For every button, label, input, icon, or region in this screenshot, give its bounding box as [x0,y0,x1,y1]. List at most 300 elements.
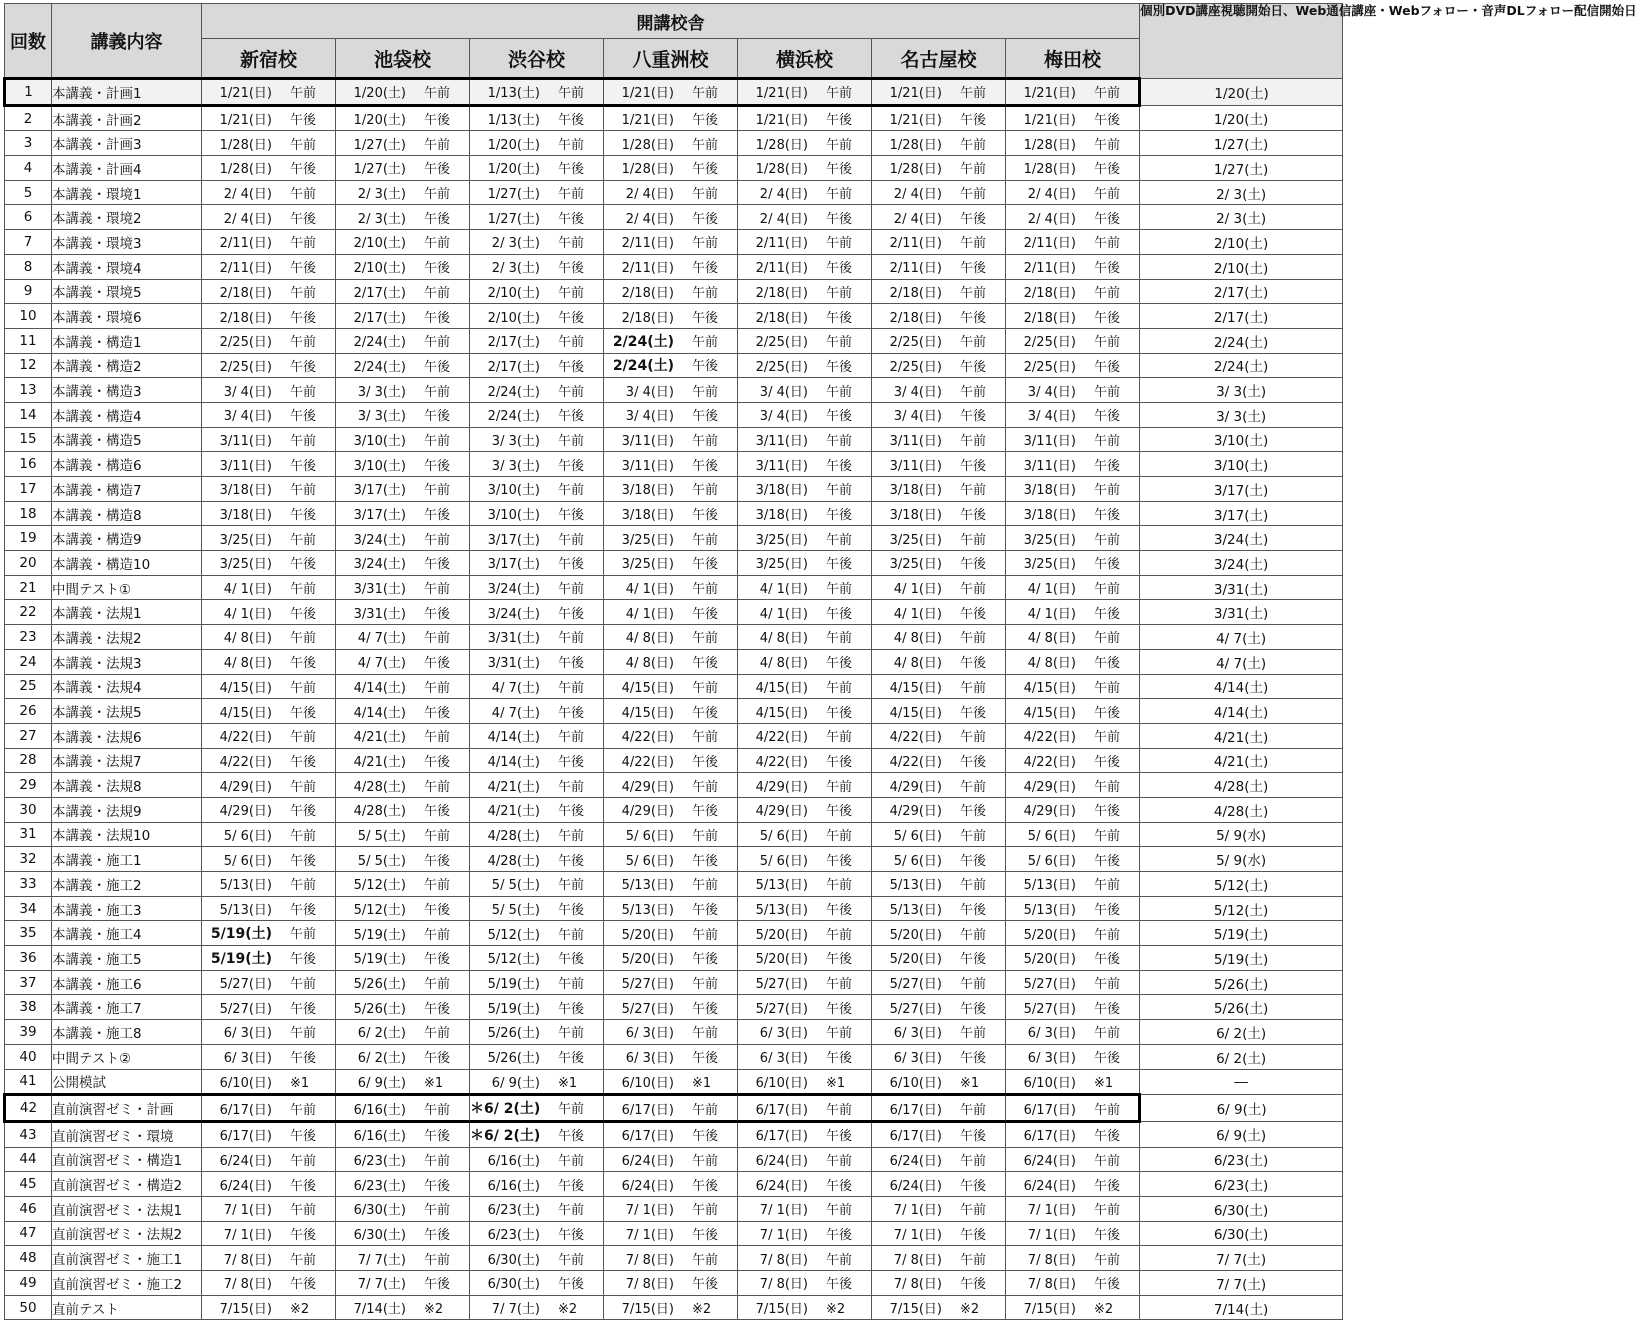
campus-date-cell [872,847,1006,872]
session-date: 3/ 4(日) [1027,409,1076,425]
campus-date-cell [202,131,336,156]
campus-date-cell [1006,526,1140,551]
campus-date-cell [202,79,336,106]
session-date: 7/ 8(日) [223,1252,272,1268]
session-date: 3/11(日) [621,433,674,449]
campus-date-cell [738,970,872,995]
session-date: 4/22(日) [219,754,272,770]
table-row [5,723,1343,748]
session-date: 6/17(日) [219,1129,272,1145]
session-date: 3/25(日) [621,532,674,548]
session-date: 5/19(土) [210,950,272,967]
lecture-content: 本講義・法規5 [52,699,202,724]
table-row [5,1121,1343,1147]
session-date: 7/15(日) [755,1302,808,1318]
campus-date-cell [872,254,1006,279]
session-date: 5/19(土) [210,926,272,943]
session-date: 2/25(日) [219,335,272,351]
session-date: 6/ 3(日) [893,1051,942,1067]
session-period: 午後 [960,952,987,968]
session-period: 午後 [692,853,719,869]
session-period: 午前 [692,878,719,894]
campus-date-cell [604,279,738,304]
session-date: 7/ 8(日) [893,1252,942,1268]
campus-date-cell [336,674,470,699]
campus-date-cell [738,131,872,156]
session-period: ※1 [558,1075,578,1091]
delivery-start-date: 7/ 7(土) [1140,1271,1343,1296]
session-period: 午前 [424,1203,451,1219]
row-number: 19 [5,526,52,551]
campus-date-cell [738,254,872,279]
session-period: 午後 [558,952,585,968]
session-date: 5/20(日) [889,952,942,968]
campus-date-cell [738,822,872,847]
campus-date-cell [872,353,1006,378]
session-date: 2/18(日) [621,285,674,301]
campus-date-cell [470,105,604,131]
campus-date-cell [202,501,336,526]
session-date: 2/24(土) [487,384,540,400]
table-row [5,1147,1343,1172]
session-period: 午後 [692,903,719,919]
session-period: 午前 [290,977,317,993]
session-date: 1/28(日) [889,162,942,178]
session-period: 午後 [290,261,317,277]
campus-date-cell [872,822,1006,847]
campus-date-cell [336,180,470,205]
campus-date-cell [872,625,1006,650]
session-period: 午前 [960,433,987,449]
campus-date-cell [202,304,336,329]
session-date: 4/14(土) [353,705,406,721]
session-date: 6/17(日) [1023,1129,1076,1145]
session-period: 午後 [826,952,853,968]
campus-date-cell [336,1147,470,1172]
campus-date-cell [872,1020,1006,1045]
header-campus-nagoya: 名古屋校 [872,39,1006,79]
session-date: 3/11(日) [621,458,674,474]
table-row [5,427,1343,452]
session-date: 4/21(土) [353,754,406,770]
session-period: 午前 [1094,483,1121,499]
session-date: 7/ 1(日) [223,1203,272,1219]
row-number: 33 [5,872,52,897]
session-date: 5/26(土) [353,977,406,993]
row-number: 29 [5,773,52,798]
campus-date-cell [604,1295,738,1320]
campus-date-cell [1006,304,1140,329]
campus-date-cell [604,105,738,131]
session-date: 7/ 8(日) [759,1277,808,1293]
campus-date-cell [604,946,738,971]
header-campus-group: 開講校舎 [202,4,1140,39]
campus-date-cell [1006,649,1140,674]
session-date: 3/18(日) [889,508,942,524]
campus-date-cell [202,847,336,872]
campus-date-cell [470,575,604,600]
session-date: 6/17(日) [755,1129,808,1145]
session-date: 6/24(日) [621,1153,674,1169]
session-date: 6/10(日) [1023,1075,1076,1091]
session-date: 4/29(日) [621,804,674,820]
campus-date-cell [604,921,738,946]
delivery-start-date: 6/30(土) [1140,1196,1343,1221]
session-period: 午後 [424,606,451,622]
campus-date-cell [470,1271,604,1296]
campus-date-cell [1006,773,1140,798]
session-date: 7/ 8(日) [625,1277,674,1293]
session-period: 午後 [424,853,451,869]
session-period: 午前 [1094,730,1121,746]
campus-date-cell [738,105,872,131]
session-date: 7/ 8(日) [1027,1277,1076,1293]
session-date: 5/ 6(日) [223,828,272,844]
session-period: 午後 [960,113,987,129]
session-date: 6/16(土) [353,1102,406,1118]
session-date: 2/10(土) [353,236,406,252]
lecture-content: 本講義・法規3 [52,649,202,674]
session-date: 5/13(日) [755,903,808,919]
campus-date-cell [470,872,604,897]
campus-date-cell [872,1221,1006,1246]
session-date: 4/15(日) [889,705,942,721]
session-period: 午後 [558,409,585,425]
session-period: 午前 [1094,1102,1121,1118]
session-period: 午前 [1094,384,1121,400]
session-period: 午前 [424,137,451,153]
session-period: 午後 [1094,1178,1121,1194]
session-period: 午後 [290,754,317,770]
delivery-start-date: 6/ 9(土) [1140,1095,1343,1122]
session-date: 4/22(日) [755,730,808,746]
session-period: 午前 [692,779,719,795]
campus-date-cell [872,105,1006,131]
session-period: 午後 [692,211,719,227]
lecture-content: 本講義・計画4 [52,156,202,181]
session-period: 午後 [558,1051,585,1067]
campus-date-cell [202,1095,336,1122]
session-date: 6/24(日) [755,1178,808,1194]
campus-date-cell [470,847,604,872]
campus-date-cell [470,205,604,230]
session-date: 1/27(土) [353,162,406,178]
session-date: 2/ 4(日) [223,211,272,227]
campus-date-cell [738,328,872,353]
session-period: 午後 [960,1178,987,1194]
campus-date-cell [604,649,738,674]
campus-date-cell [872,1295,1006,1320]
row-number: 27 [5,723,52,748]
campus-date-cell [336,353,470,378]
row-number: 8 [5,254,52,279]
session-date: 6/ 3(日) [893,1026,942,1042]
campus-date-cell [872,1246,1006,1271]
session-date: 4/ 1(日) [759,606,808,622]
session-period: 午前 [692,1203,719,1219]
session-period: 午前 [692,1252,719,1268]
session-period: 午前 [290,187,317,203]
session-period: 午後 [960,409,987,425]
row-number: 37 [5,970,52,995]
session-period: 午後 [290,804,317,820]
row-number: 44 [5,1147,52,1172]
session-period: 午前 [692,631,719,647]
table-row [5,748,1343,773]
campus-date-cell [738,279,872,304]
session-date: 6/ 3(日) [223,1051,272,1067]
campus-date-cell [604,156,738,181]
session-date: 5/19(土) [487,1001,540,1017]
campus-date-cell [738,1095,872,1122]
session-period: 午後 [692,606,719,622]
campus-date-cell [336,328,470,353]
session-date: 7/ 1(日) [625,1227,674,1243]
session-date: 7/ 7(土) [357,1252,406,1268]
session-period: 午後 [692,508,719,524]
session-period: 午後 [290,606,317,622]
session-date: 3/25(日) [755,532,808,548]
session-period: 午前 [424,977,451,993]
session-date: 4/ 7(土) [491,680,540,696]
campus-date-cell [738,575,872,600]
campus-date-cell [336,254,470,279]
session-date: 5/13(日) [621,878,674,894]
session-period: 午前 [558,483,585,499]
session-period: 午前 [960,532,987,548]
session-date: 5/12(土) [353,903,406,919]
campus-date-cell [336,1196,470,1221]
campus-date-cell [872,1044,1006,1069]
session-period: 午後 [424,557,451,573]
table-row [5,156,1343,181]
campus-date-cell [470,452,604,477]
campus-date-cell [872,328,1006,353]
campus-date-cell [604,847,738,872]
campus-date-cell [1006,353,1140,378]
delivery-start-date: 2/17(土) [1140,279,1343,304]
session-date: 5/20(日) [755,952,808,968]
delivery-start-date: ― [1140,1069,1343,1095]
campus-date-cell [872,723,1006,748]
delivery-start-date: 4/28(土) [1140,773,1343,798]
session-period: 午前 [692,137,719,153]
session-date: 4/22(日) [621,754,674,770]
session-period: 午後 [692,113,719,129]
session-date: 5/ 6(日) [625,828,674,844]
session-date: 7/ 1(日) [625,1203,674,1219]
campus-date-cell [336,625,470,650]
session-date: 2/11(日) [1023,236,1076,252]
session-date: 2/ 3(土) [357,187,406,203]
session-period: 午前 [960,384,987,400]
session-date: 6/23(土) [353,1153,406,1169]
session-date: 3/24(土) [353,557,406,573]
session-date: 6/ 3(日) [1027,1026,1076,1042]
campus-date-cell [202,378,336,403]
session-period: 午後 [692,705,719,721]
session-period: 午後 [826,557,853,573]
session-date: 6/24(日) [1023,1153,1076,1169]
lecture-content: 本講義・法規8 [52,773,202,798]
session-period: 午後 [558,211,585,227]
campus-date-cell [604,1095,738,1122]
session-period: 午前 [1094,285,1121,301]
campus-date-cell [604,773,738,798]
session-period: 午後 [424,705,451,721]
session-date: 4/15(日) [755,705,808,721]
campus-date-cell [872,921,1006,946]
session-date: 3/ 4(日) [625,409,674,425]
session-period: 午後 [558,1227,585,1243]
session-period: 午後 [558,1001,585,1017]
campus-date-cell [738,797,872,822]
campus-date-cell [1006,1020,1140,1045]
table-row [5,995,1343,1020]
session-period: 午後 [424,162,451,178]
campus-date-cell [604,600,738,625]
session-date: 4/15(日) [621,680,674,696]
campus-date-cell [336,600,470,625]
delivery-start-date: 3/ 3(土) [1140,378,1343,403]
session-period: 午後 [692,1051,719,1067]
campus-date-cell [336,1020,470,1045]
session-period: 午後 [1094,310,1121,326]
lecture-content: 本講義・構造10 [52,551,202,576]
session-period: 午後 [960,261,987,277]
session-date: 3/11(日) [755,458,808,474]
campus-date-cell [738,304,872,329]
session-date: 2/17(土) [353,310,406,326]
campus-date-cell [604,526,738,551]
session-period: 午後 [558,705,585,721]
session-date: 4/29(日) [889,804,942,820]
campus-date-cell [872,575,1006,600]
campus-date-cell [470,1147,604,1172]
session-date: 2/ 4(日) [1027,187,1076,203]
campus-date-cell [202,674,336,699]
row-number: 47 [5,1221,52,1246]
session-date: 4/ 8(日) [223,631,272,647]
session-date: 1/21(日) [621,86,674,102]
campus-date-cell [1006,1172,1140,1197]
campus-date-cell [336,378,470,403]
campus-date-cell [1006,230,1140,255]
lecture-content: 本講義・構造5 [52,427,202,452]
session-period: 午後 [1094,606,1121,622]
session-period: 午前 [960,335,987,351]
session-period: 午前 [424,1026,451,1042]
session-date: 5/27(日) [621,1001,674,1017]
lecture-content: 本講義・構造1 [52,328,202,353]
session-period: 午後 [826,1001,853,1017]
session-period: 午前 [424,878,451,894]
session-period: 午前 [1094,582,1121,598]
campus-date-cell [336,1095,470,1122]
campus-date-cell [604,970,738,995]
session-date: 6/30(土) [487,1277,540,1293]
session-date: 3/ 4(日) [759,384,808,400]
session-date: 3/17(土) [353,483,406,499]
session-period: 午後 [960,1277,987,1293]
session-date: 3/18(日) [621,508,674,524]
session-date: 2/10(土) [487,285,540,301]
session-period: 午前 [692,532,719,548]
campus-date-cell [872,896,1006,921]
lecture-content: 本講義・法規6 [52,723,202,748]
session-date: 6/24(日) [889,1178,942,1194]
session-period: 午後 [1094,1051,1121,1067]
session-period: 午後 [424,508,451,524]
campus-date-cell [604,822,738,847]
campus-date-cell [470,1196,604,1221]
session-period: 午前 [692,433,719,449]
table-row [5,551,1343,576]
session-date: 1/27(土) [353,137,406,153]
delivery-start-date: 3/31(土) [1140,600,1343,625]
campus-date-cell [336,946,470,971]
session-period: 午前 [558,828,585,844]
session-date: 4/29(日) [219,804,272,820]
session-period: 午後 [692,656,719,672]
session-date: 7/ 8(日) [1027,1252,1076,1268]
campus-date-cell [470,649,604,674]
campus-date-cell [872,674,1006,699]
campus-date-cell [872,1196,1006,1221]
session-period: 午後 [692,409,719,425]
session-date: 2/11(日) [621,236,674,252]
campus-date-cell [336,131,470,156]
session-date: 7/ 1(日) [759,1227,808,1243]
table-row [5,205,1343,230]
session-date: 5/27(日) [621,977,674,993]
session-date: 6/ 3(日) [625,1051,674,1067]
lecture-content: 本講義・構造4 [52,402,202,427]
session-period: 午後 [1094,557,1121,573]
delivery-start-date: 7/ 7(土) [1140,1246,1343,1271]
campus-date-cell [336,773,470,798]
campus-date-cell [202,279,336,304]
campus-date-cell [470,896,604,921]
session-period: 午後 [1094,162,1121,178]
lecture-content: 本講義・施工5 [52,946,202,971]
row-number: 30 [5,797,52,822]
campus-date-cell [604,575,738,600]
campus-date-cell [738,896,872,921]
campus-date-cell [202,773,336,798]
session-period: 午後 [290,1277,317,1293]
session-date: 6/24(日) [219,1153,272,1169]
session-period: 午前 [558,1203,585,1219]
campus-date-cell [202,896,336,921]
session-date: 5/27(日) [889,977,942,993]
session-period: 午前 [424,187,451,203]
session-date: 2/18(日) [219,285,272,301]
session-date: 1/21(日) [621,113,674,129]
session-period: 午前 [826,335,853,351]
session-period: 午後 [424,754,451,770]
campus-date-cell [604,723,738,748]
session-period: 午後 [826,508,853,524]
table-row [5,477,1343,502]
session-date: 4/ 1(日) [759,582,808,598]
session-period: 午前 [1094,187,1121,203]
campus-date-cell [470,1069,604,1095]
campus-date-cell [738,995,872,1020]
lecture-content: 本講義・施工2 [52,872,202,897]
campus-date-cell [336,748,470,773]
session-period: 午後 [290,1178,317,1194]
